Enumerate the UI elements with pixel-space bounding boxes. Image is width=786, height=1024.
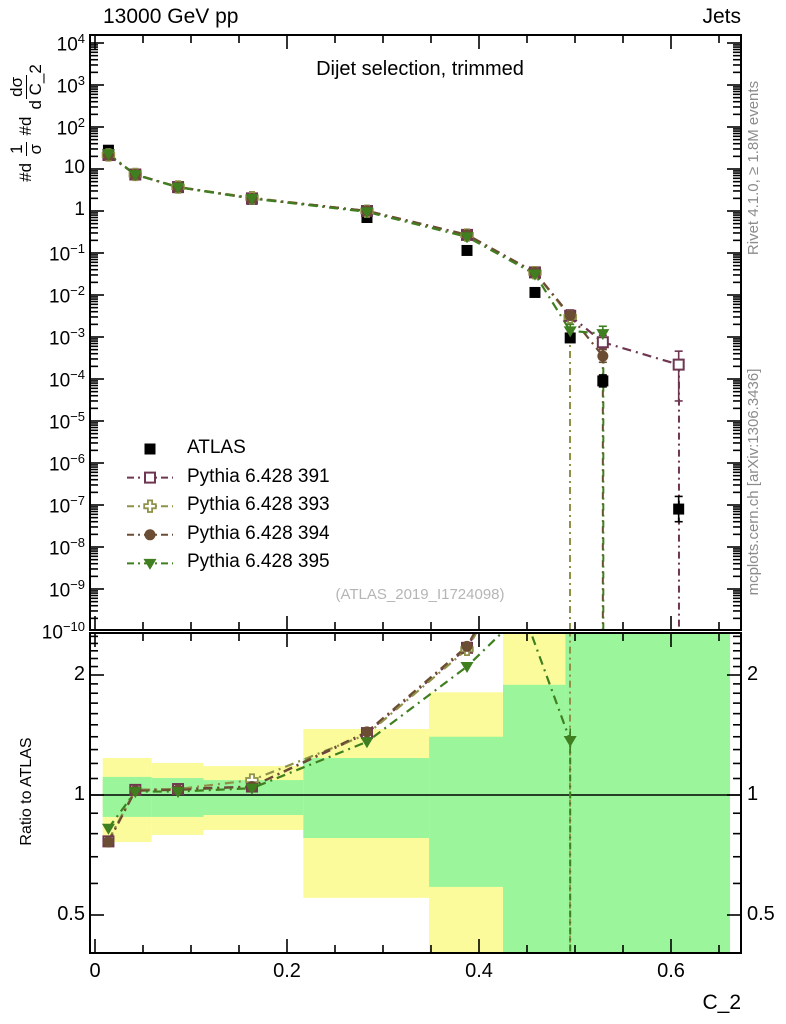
ylabel-prefix-2: #d — [16, 116, 36, 136]
marker-open-square — [145, 473, 155, 483]
ratio-y-tick-label-right: 1 — [747, 783, 759, 805]
legend-entry-label: Pythia 6.428 395 — [187, 551, 330, 573]
ratio-y-tick-label-left: 0.5 — [57, 902, 85, 925]
marker-circle — [565, 310, 576, 321]
analysis-group-title: Jets — [702, 5, 741, 28]
main-y-tick-label: $10^3$ — [56, 73, 85, 98]
beam-energy-title: 13000 GeV pp — [103, 5, 239, 28]
ylabel-prefix-1: #d — [16, 162, 36, 182]
main-y-tick-label: $10^4$ — [56, 31, 85, 56]
marker-filled-square — [145, 444, 156, 455]
ylabel-frac-2: dσ d C_2 — [7, 64, 45, 110]
main-y-tick-label: $10^2$ — [56, 115, 85, 140]
marker-circle — [597, 351, 608, 362]
x-axis-label: C_2 — [702, 991, 741, 1014]
legend-entry-label: Pythia 6.428 394 — [187, 522, 330, 544]
main-y-tick-label: $10^{-8}$ — [49, 535, 85, 560]
band-green — [565, 630, 730, 977]
analysis-id-watermark: (ATLAS_2019_I1724098) — [335, 586, 505, 603]
main-error-bars — [566, 310, 682, 522]
legend-glyphs — [127, 444, 173, 570]
x-tick-label: 0.6 — [657, 960, 685, 982]
marker-filled-square — [673, 504, 684, 515]
band-green — [103, 777, 152, 817]
main-y-tick-label: $10^{-4}$ — [49, 367, 85, 392]
mcplots-arxiv-note: mcplots.cern.ch [arXiv:1306.3436] — [745, 368, 762, 596]
marker-open-cross — [144, 500, 156, 512]
ylabel-frac-1: 1 σ — [7, 143, 45, 155]
marker-circle — [103, 837, 114, 848]
band-green — [503, 685, 565, 977]
main-y-tick-label: $10^{-5}$ — [49, 409, 85, 434]
main-y-tick-label: $10^{-9}$ — [49, 577, 85, 602]
band-green — [429, 737, 503, 887]
legend-entry-label: ATLAS — [187, 437, 246, 458]
marker-filled-square — [529, 287, 540, 298]
marker-circle — [361, 726, 372, 737]
selection-label: Dijet selection, trimmed — [316, 58, 524, 80]
main-y-tick-label: $10^{-3}$ — [49, 325, 85, 350]
marker-filled-square — [597, 375, 608, 386]
band-green — [303, 758, 429, 838]
ratio-y-tick-label-right: 2 — [747, 663, 759, 685]
ratio-y-axis-label: Ratio to ATLAS — [18, 737, 35, 846]
mc-curve — [108, 154, 602, 334]
ratio-y-tick-label-right: 0.5 — [747, 902, 775, 925]
x-tick-label: 0.4 — [465, 960, 493, 982]
main-y-tick-label: $10^{-1}$ — [49, 241, 85, 266]
marker-filled-square — [462, 245, 473, 256]
marker-circle — [462, 641, 473, 652]
ratio-uncertainty-bands — [103, 630, 730, 977]
main-y-axis-label — [8, 32, 54, 214]
ratio-y-tick-label-left: 2 — [73, 663, 85, 685]
legend-entry-label: Pythia 6.428 391 — [187, 465, 330, 487]
main-y-tick-label: $10^{-7}$ — [49, 493, 85, 518]
ratio-y-tick-label-left: 1 — [73, 783, 85, 805]
main-y-tick-label: 10 — [63, 157, 85, 178]
main-y-tick-label: $10^{-10}$ — [41, 619, 85, 644]
main-y-tick-label: $10^{-2}$ — [49, 283, 85, 308]
marker-open-square — [674, 360, 684, 370]
main-y-tick-label: 1 — [74, 199, 85, 220]
marker-triangle-down — [461, 662, 474, 673]
x-tick-label: 0.2 — [273, 960, 301, 982]
mc-curve — [108, 155, 570, 317]
main-y-tick-label: $10^{-6}$ — [49, 451, 85, 476]
generator-version-note: Rivet 4.1.0, ≥ 1.8M events — [745, 80, 762, 256]
marker-circle — [145, 529, 156, 540]
x-tick-label: 0 — [89, 960, 101, 982]
legend-entry-label: Pythia 6.428 393 — [187, 494, 330, 516]
main-markers — [102, 145, 684, 515]
